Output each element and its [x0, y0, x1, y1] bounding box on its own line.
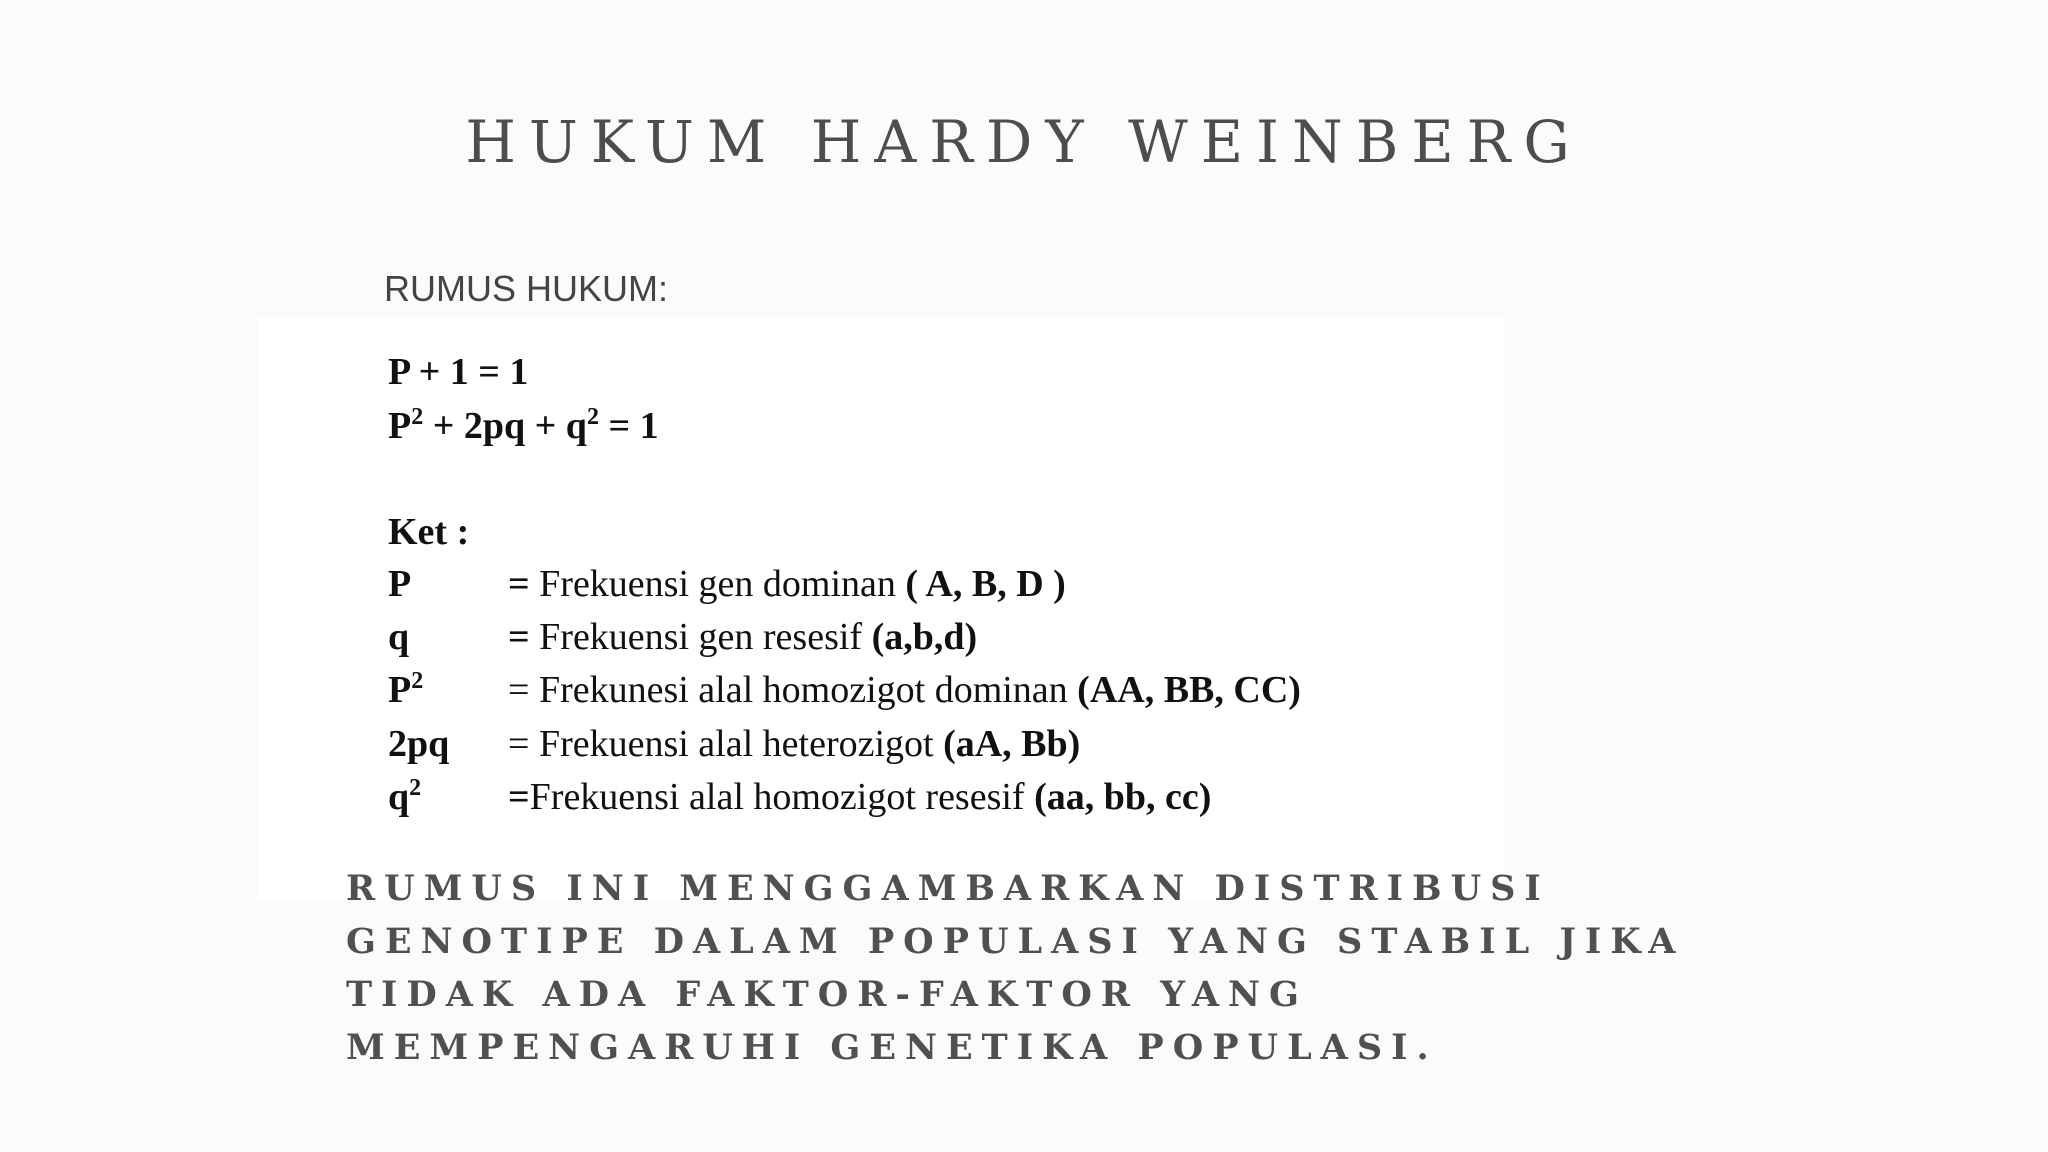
legend-symbol: P: [388, 563, 412, 605]
formula-image: [258, 318, 1504, 900]
legend-symbol: $P^2$: [388, 668, 424, 711]
legend-symbol: $q^2$: [388, 775, 422, 818]
slide-title: HUKUM HARDY WEINBERG: [465, 108, 1583, 176]
legend-definition: = Frekuensi gen dominan ( A, B, D ): [508, 563, 1066, 605]
legend-symbol: 2pq: [388, 723, 450, 765]
slide-caption: RUMUS INI MENGGAMBARKAN DISTRIBUSI GENOTIPE DALAM POPULASI YANG STABIL JIKA TIDAK ADA FAKTOR-FAKTOR YANG MEMPENGARUHI GENETIKA POPULASI.: [346, 868, 1685, 1068]
formula-term-end: = 1: [598, 405, 659, 447]
legend-examples: (AA, BB, CC): [1077, 669, 1301, 711]
legend-definition: =Frekuensi alal homozigot resesif (aa, bb, cc): [508, 776, 1212, 818]
formula-exponent: 2: [586, 404, 599, 430]
formula-line-1: P + 1 = 1: [388, 351, 529, 393]
section-subtitle: RUMUS HUKUM:: [384, 268, 668, 309]
legend-definition: = Frekuensi gen resesif (a,b,d): [508, 616, 978, 658]
legend-examples: ( A, B, D ): [905, 563, 1066, 605]
formula-line-2: [388, 404, 659, 448]
legend-examples: (aa, bb, cc): [1034, 776, 1212, 818]
formula-term-middle: + 2pq + q: [423, 405, 587, 447]
legend-definition: = Frekuensi alal heterozigot (aA, Bb): [508, 723, 1081, 765]
legend-symbol: q: [388, 616, 410, 658]
formula-term-p: P: [388, 405, 412, 447]
legend-examples: (a,b,d): [871, 616, 978, 658]
legend-examples: (aA, Bb): [943, 723, 1081, 765]
legend-definition: = Frekunesi alal homozigot dominan (AA, BB, CC): [508, 669, 1301, 711]
formula-exponent: 2: [411, 404, 424, 430]
ket-label: Ket :: [388, 511, 470, 553]
